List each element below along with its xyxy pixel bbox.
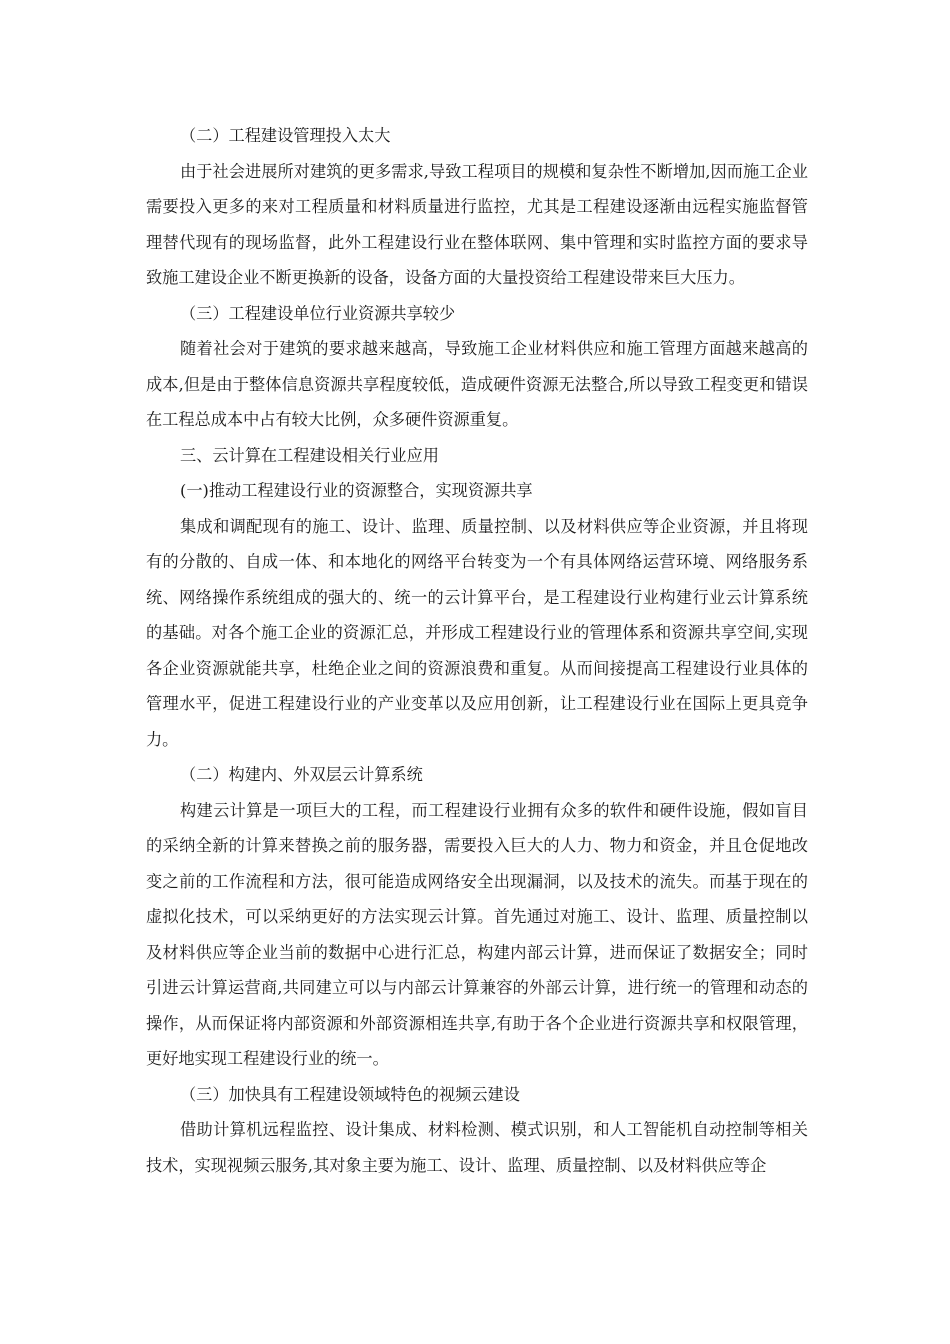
section-heading: （三）加快具有工程建设领域特色的视频云建设 xyxy=(180,1084,520,1104)
body-paragraph: 借助计算机远程监控、设计集成、材料检测、模式识别，和人工智能机自动控制等相关技术，实现视频云服务,其对象主要为施工、设计、监理、质量控制、以及材料供应等企 xyxy=(146,1120,808,1175)
section-heading: （二）工程建设管理投入太大 xyxy=(180,126,391,145)
body-paragraph: 构建云计算是一项巨大的工程，而工程建设行业拥有众多的软件和硬件设施，假如盲目的采纳全新的计算来替换之前的服务器，需要投入巨大的人力、物力和资金，并且仓促地改变之前的工作流程和方法，很可能造成网络安全出现漏洞，以及技术的流失。而基于现在的虚拟化技术，可以采纳更好的方法实现云计算。首先通过对施工、设计、监理、质量控制以及材料供应等企业当前的数据中心进行汇总，构建内部云计算，进而保证了数据安全；同时引进云计算运营商,共同建立可以与内部云计算兼容的外部云计算，进行统一的管理和动态的操作，从而保证将内部资源和外部资源相连共享,有助于各个企业进行资源共享和权限管理，更好地实现工程建设行业的统一。 xyxy=(146,800,808,1068)
body-paragraph: 集成和调配现有的施工、设计、监理、质量控制、以及材料供应等企业资源，并且将现有的分散的、自成一体、和本地化的网络平台转变为一个有具体网络运营环境、网络服务系统、网络操作系统组成的强大的、统一的云计算平台，是工程建设行业构建行业云计算系统的基础。对各个施工企业的资源汇总，并形成工程建设行业的管理体系和资源共享空间,实现各企业资源就能共享，杜绝企业之间的资源浪费和重复。从而间接提高工程建设行业具体的管理水平，促进工程建设行业的产业变革以及应用创新，让工程建设行业在国际上更具竞争力。 xyxy=(146,516,808,749)
section-heading: （三）工程建设单位行业资源共享较少 xyxy=(180,303,456,323)
section-heading: (一)推动工程建设行业的资源整合，实现资源共享 xyxy=(180,481,533,500)
section-heading: （二）构建内、外双层云计算系统 xyxy=(180,765,423,784)
chapter-heading: 三、云计算在工程建设相关行业应用 xyxy=(180,445,439,465)
document-page xyxy=(146,118,808,1183)
body-paragraph: 由于社会进展所对建筑的更多需求,导致工程项目的规模和复杂性不断增加,因而施工企业需要投入更多的来对工程质量和材料质量进行监控，尤其是工程建设逐渐由远程实施监督管理替代现有的现场监督，此外工程建设行业在整体联网、集中管理和实时监控方面的要求导致施工建设企业不断更换新的设备，设备方面的大量投资给工程建设带来巨大压力。 xyxy=(146,161,808,287)
body-paragraph: 随着社会对于建筑的要求越来越高，导致施工企业材料供应和施工管理方面越来越高的成本,但是由于整体信息资源共享程度较低，造成硬件资源无法整合,所以导致工程变更和错误在工程总成本中占有较大比例，众多硬件资源重复。 xyxy=(146,339,808,429)
